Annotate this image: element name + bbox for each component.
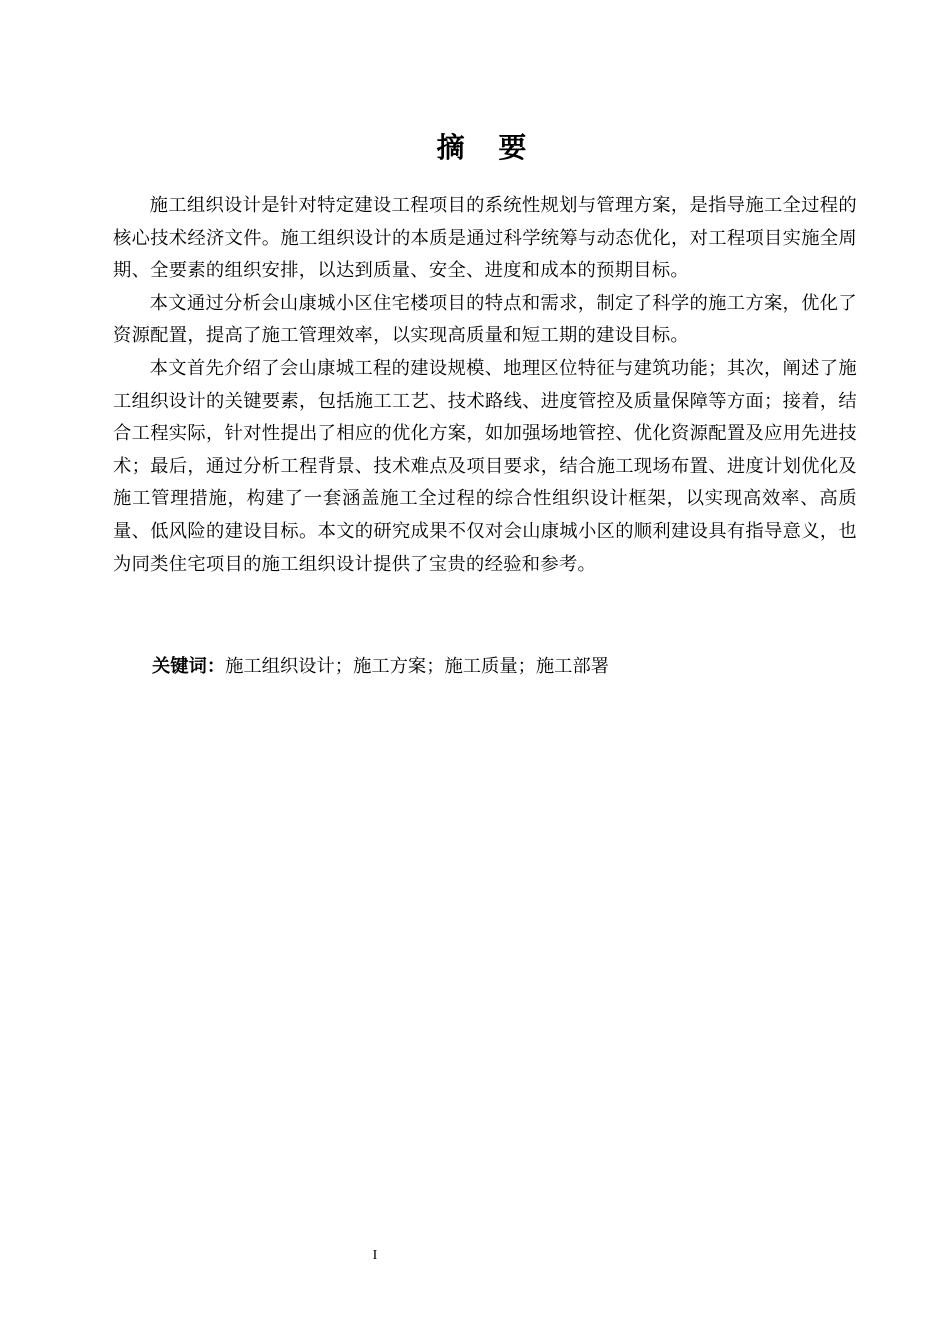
keywords-label: 关键词： — [152, 656, 226, 677]
abstract-body — [113, 190, 857, 581]
abstract-paragraph-1: 施工组织设计是针对特定建设工程项目的系统性规划与管理方案，是指导施工全过程的核心技术经济文件。施工组织设计的本质是通过科学统筹与动态优化，对工程项目实施全周期、全要素的组织安排，以达到质量、安全、进度和成本的预期目标。 — [113, 195, 857, 282]
keywords-text: 施工组织设计；施工方案；施工质量；施工部署 — [225, 656, 610, 677]
keywords-line — [152, 651, 852, 683]
page-number: I — [372, 1248, 378, 1263]
abstract-title: 摘 要 — [436, 131, 539, 164]
abstract-paragraph-3: 本文首先介绍了会山康城工程的建设规模、地理区位特征与建筑功能；其次，阐述了施工组织设计的关键要素，包括施工工艺、技术路线、进度管控及质量保障等方面；接着，结合工程实际，针对性提出了相应的优化方案，如加强场地管控、优化资源配置及应用先进技术；最后，通过分析工程背景、技术难点及项目要求，结合施工现场布置、进度计划优化及施工管理措施，构建了一套涵盖施工全过程的综合性组织设计框架，以实现高效率、高质量、低风险的建设目标。本文的研究成果不仅对会山康城小区的顺利建设具有指导意义，也为同类住宅项目的施工组织设计提供了宝贵的经验和参考。 — [113, 357, 857, 575]
abstract-paragraph-2: 本文通过分析会山康城小区住宅楼项目的特点和需求，制定了科学的施工方案，优化了资源配置，提高了施工管理效率，以实现高质量和短工期的建设目标。 — [113, 292, 857, 347]
